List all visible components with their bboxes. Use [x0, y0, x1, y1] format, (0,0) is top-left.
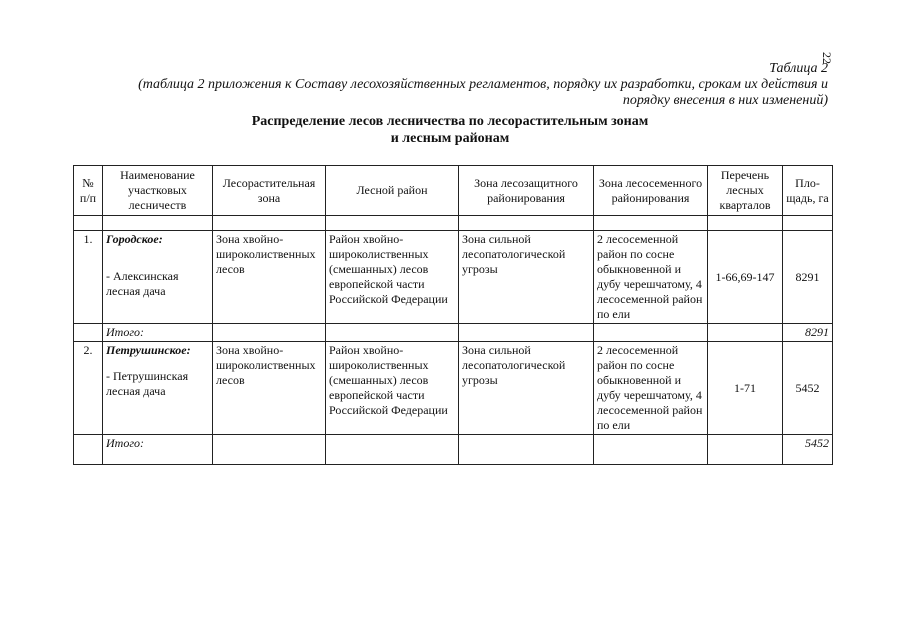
caption-reference-cont: порядку внесения в них изменений) [622, 93, 828, 108]
row-protection-zone: Зона сильной лесопатологической угрозы [459, 342, 594, 435]
row-forest-district: Район хвойно-широколиственных (смешанных) лесов европейской части Российской Федерации [326, 342, 459, 435]
header-forest-district: Лесной район [326, 166, 459, 216]
row-seed-zone: 2 лесосеменной район по сосне обыкновенной и дубу черешчатому, 4 лесосеменной район по ели [594, 231, 708, 324]
table-caption [70, 61, 828, 109]
header-row [74, 166, 833, 216]
row-protection-zone: Зона сильной лесопатологической угрозы [459, 231, 594, 324]
row-forestry [103, 231, 213, 324]
distribution-table [73, 165, 833, 465]
header-quarters: Перечень лесных кварталов [708, 166, 783, 216]
title-line-2: и лесным районам [390, 131, 510, 146]
header-seed-zone: Зона лесосеменного районирования [594, 166, 708, 216]
row-num: 1. [74, 231, 103, 324]
page-number: 22 [820, 52, 834, 64]
forest-dacha: - Петрушинская лесная дача [106, 369, 189, 398]
total-row [74, 435, 833, 465]
header-vegetation-zone: Лесорастительная зона [213, 166, 326, 216]
total-value: 5452 [783, 435, 833, 465]
row-forestry [103, 342, 213, 435]
forestry-name: Петрушинское: [106, 343, 191, 357]
header-forestry-name: Наименование участковых лесничеств [103, 166, 213, 216]
row-vegetation-zone: Зона хвойно-широколиственных лесов [213, 231, 326, 324]
document-title [70, 113, 830, 147]
row-vegetation-zone: Зона хвойно-широколиственных лесов [213, 342, 326, 435]
table-row [74, 231, 833, 324]
total-label: Итого: [103, 435, 213, 465]
header-num: № п/п [74, 166, 103, 216]
title-line-1: Распределение лесов лесничества по лесорастительным зонам [251, 114, 649, 129]
table-row [74, 342, 833, 435]
total-row [74, 324, 833, 342]
forest-dacha: - Алексинская лесная дача [106, 269, 179, 298]
forestry-name: Городское: [106, 232, 163, 246]
row-quarters: 1-66,69-147 [708, 231, 783, 324]
row-area: 5452 [783, 342, 833, 435]
total-label: Итого: [103, 324, 213, 342]
header-protection-zone: Зона лесозащитного районирования [459, 166, 594, 216]
spacer-row [74, 216, 833, 231]
header-area: Пло-щадь, га [783, 166, 833, 216]
row-seed-zone: 2 лесосеменной район по сосне обыкновенной и дубу черешчатому, 4 лесосеменной район по ели [594, 342, 708, 435]
row-quarters: 1-71 [708, 342, 783, 435]
row-area: 8291 [783, 231, 833, 324]
row-num: 2. [74, 342, 103, 435]
caption-table-number: Таблица 2 [769, 61, 828, 76]
caption-reference: (таблица 2 приложения к Составу лесохозяйственных регламентов, порядку их разработки, срокам их действия и [138, 77, 828, 92]
row-forest-district: Район хвойно-широколиственных (смешанных) лесов европейской части Российской Федерации [326, 231, 459, 324]
total-value: 8291 [783, 324, 833, 342]
